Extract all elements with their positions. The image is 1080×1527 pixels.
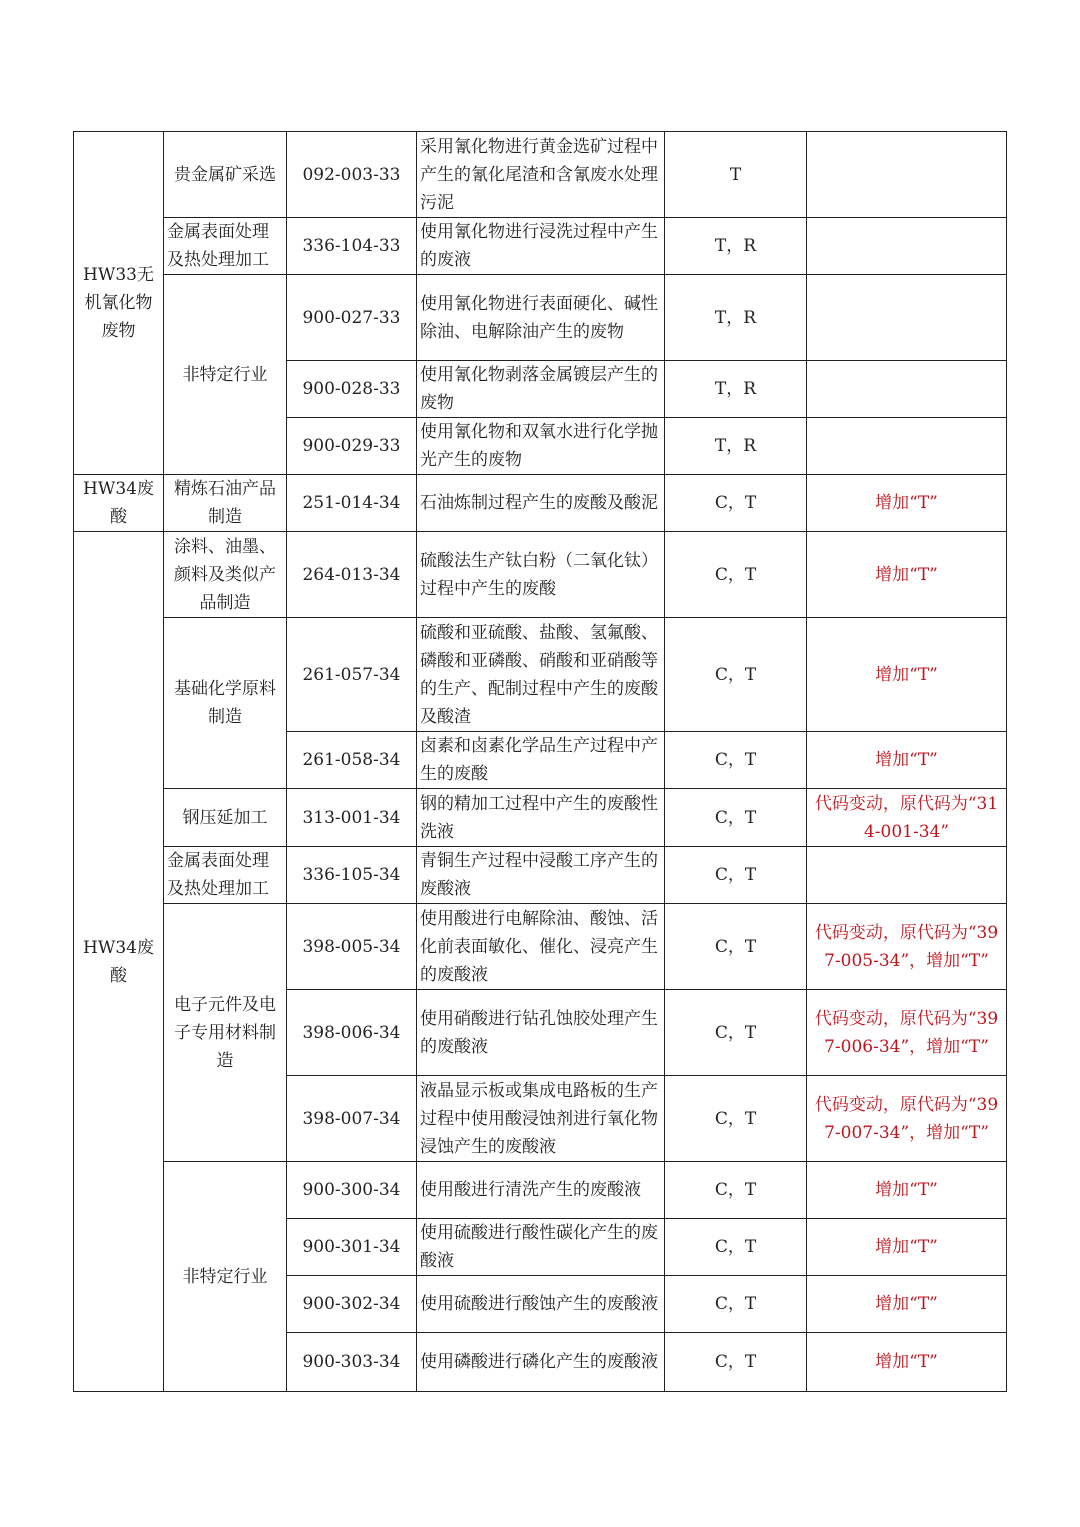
waste-description-cell: 使用氰化物进行表面硬化、碱性除油、电解除油产生的废物	[417, 275, 665, 361]
table-row	[74, 618, 1007, 732]
waste-description-cell: 采用氰化物进行黄金选矿过程中产生的氰化尾渣和含氰废水处理污泥	[417, 132, 665, 218]
industry-cell: 精炼石油产品制造	[164, 475, 287, 532]
industry-cell: 钢压延加工	[164, 789, 287, 847]
industry-cell: 基础化学原料制造	[164, 618, 287, 789]
waste-code-cell: 900-301-34	[287, 1219, 417, 1276]
table-row	[74, 275, 1007, 361]
hazardous-waste-table	[73, 131, 1007, 1392]
waste-description-cell: 使用氰化物和双氧水进行化学抛光产生的废物	[417, 418, 665, 475]
table-row	[74, 532, 1007, 618]
industry-cell: 非特定行业	[164, 275, 287, 475]
industry-cell: 电子元件及电子专用材料制造	[164, 904, 287, 1162]
waste-description-cell: 使用硫酸进行酸蚀产生的废酸液	[417, 1276, 665, 1333]
remark-cell: 增加“T”	[807, 1219, 1007, 1276]
waste-code-cell: 398-006-34	[287, 990, 417, 1076]
remark-cell: 增加“T”	[807, 732, 1007, 789]
hazard-property-cell: C，T	[665, 532, 807, 618]
waste-description-cell: 使用酸进行电解除油、酸蚀、活化前表面敏化、催化、浸亮产生的废酸液	[417, 904, 665, 990]
remark-cell: 增加“T”	[807, 618, 1007, 732]
waste-description-cell: 使用氰化物剥落金属镀层产生的废物	[417, 361, 665, 418]
waste-category-cell: HW34废酸	[74, 532, 164, 1392]
table-row	[74, 904, 1007, 990]
waste-description-cell: 石油炼制过程产生的废酸及酸泥	[417, 475, 665, 532]
waste-description-cell: 使用氰化物进行浸洗过程中产生的废液	[417, 218, 665, 275]
hazard-property-cell: T，R	[665, 218, 807, 275]
hazard-property-cell: C，T	[665, 904, 807, 990]
remark-cell	[807, 847, 1007, 904]
waste-description-cell: 硫酸法生产钛白粉（二氧化钛）过程中产生的废酸	[417, 532, 665, 618]
remark-cell: 增加“T”	[807, 475, 1007, 532]
industry-cell: 贵金属矿采选	[164, 132, 287, 218]
hazard-property-cell: C，T	[665, 1162, 807, 1219]
waste-category-cell: HW33无机氰化物废物	[74, 132, 164, 475]
hazard-property-cell: C，T	[665, 475, 807, 532]
industry-cell: 非特定行业	[164, 1162, 287, 1392]
waste-code-cell: 900-029-33	[287, 418, 417, 475]
hazard-property-cell: C，T	[665, 1076, 807, 1162]
remark-cell: 代码变动，原代码为“397-005-34”，增加“T”	[807, 904, 1007, 990]
waste-description-cell: 硫酸和亚硫酸、盐酸、氢氟酸、磷酸和亚磷酸、硝酸和亚硝酸等的生产、配制过程中产生的废酸及酸渣	[417, 618, 665, 732]
waste-code-cell: 251-014-34	[287, 475, 417, 532]
table-row	[74, 1162, 1007, 1219]
hazard-property-cell: C，T	[665, 789, 807, 847]
waste-code-cell: 900-302-34	[287, 1276, 417, 1333]
hazard-property-cell: C，T	[665, 618, 807, 732]
waste-code-cell: 261-058-34	[287, 732, 417, 789]
hazard-property-cell: T，R	[665, 418, 807, 475]
remark-cell: 代码变动，原代码为“397-006-34”，增加“T”	[807, 990, 1007, 1076]
remark-cell: 代码变动，原代码为“397-007-34”，增加“T”	[807, 1076, 1007, 1162]
hazard-property-cell: C，T	[665, 990, 807, 1076]
waste-description-cell: 使用硫酸进行酸性碳化产生的废酸液	[417, 1219, 665, 1276]
waste-description-cell: 使用硝酸进行钻孔蚀胶处理产生的废酸液	[417, 990, 665, 1076]
waste-code-cell: 336-105-34	[287, 847, 417, 904]
waste-description-cell: 青铜生产过程中浸酸工序产生的废酸液	[417, 847, 665, 904]
waste-description-cell: 液晶显示板或集成电路板的生产过程中使用酸浸蚀剂进行氧化物浸蚀产生的废酸液	[417, 1076, 665, 1162]
waste-description-cell: 钢的精加工过程中产生的废酸性洗液	[417, 789, 665, 847]
waste-code-cell: 398-005-34	[287, 904, 417, 990]
table-row	[74, 789, 1007, 847]
industry-cell: 涂料、油墨、颜料及类似产品制造	[164, 532, 287, 618]
table-row	[74, 475, 1007, 532]
remark-cell	[807, 418, 1007, 475]
hazard-property-cell: C，T	[665, 1219, 807, 1276]
industry-cell: 金属表面处理及热处理加工	[164, 218, 287, 275]
waste-code-cell: 900-300-34	[287, 1162, 417, 1219]
waste-category-cell: HW34废酸	[74, 475, 164, 532]
hazard-property-cell: C，T	[665, 732, 807, 789]
remark-cell	[807, 132, 1007, 218]
remark-cell	[807, 361, 1007, 418]
waste-code-cell: 264-013-34	[287, 532, 417, 618]
waste-description-cell: 卤素和卤素化学品生产过程中产生的废酸	[417, 732, 665, 789]
hazard-property-cell: C，T	[665, 1276, 807, 1333]
waste-code-cell: 900-028-33	[287, 361, 417, 418]
waste-description-cell: 使用磷酸进行磷化产生的废酸液	[417, 1333, 665, 1392]
hazard-property-cell: T	[665, 132, 807, 218]
waste-code-cell: 900-027-33	[287, 275, 417, 361]
remark-cell	[807, 218, 1007, 275]
table-row	[74, 847, 1007, 904]
industry-cell: 金属表面处理及热处理加工	[164, 847, 287, 904]
waste-code-cell: 261-057-34	[287, 618, 417, 732]
waste-code-cell: 900-303-34	[287, 1333, 417, 1392]
waste-code-cell: 092-003-33	[287, 132, 417, 218]
hazard-property-cell: T，R	[665, 361, 807, 418]
waste-code-cell: 336-104-33	[287, 218, 417, 275]
waste-description-cell: 使用酸进行清洗产生的废酸液	[417, 1162, 665, 1219]
waste-code-cell: 313-001-34	[287, 789, 417, 847]
remark-cell: 增加“T”	[807, 1333, 1007, 1392]
remark-cell	[807, 275, 1007, 361]
table-row	[74, 218, 1007, 275]
hazard-property-cell: C，T	[665, 1333, 807, 1392]
hazard-property-cell: T，R	[665, 275, 807, 361]
remark-cell: 增加“T”	[807, 532, 1007, 618]
table-row	[74, 132, 1007, 218]
remark-cell: 增加“T”	[807, 1276, 1007, 1333]
hazard-property-cell: C，T	[665, 847, 807, 904]
waste-code-cell: 398-007-34	[287, 1076, 417, 1162]
remark-cell: 代码变动，原代码为“314-001-34”	[807, 789, 1007, 847]
remark-cell: 增加“T”	[807, 1162, 1007, 1219]
